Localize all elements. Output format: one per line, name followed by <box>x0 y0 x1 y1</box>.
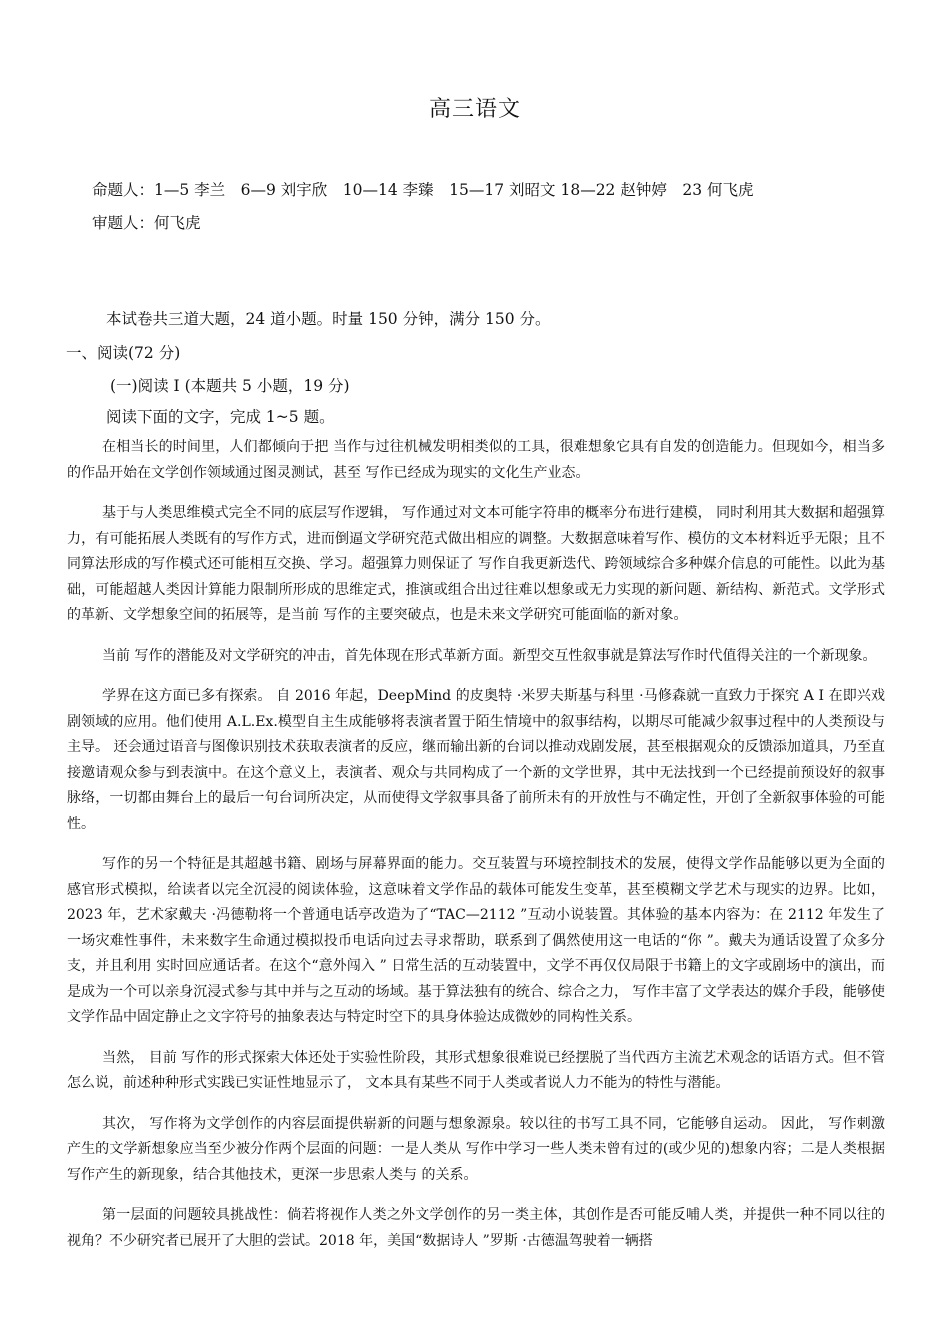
document-title: 高三语文 <box>428 97 521 122</box>
section-heading: 一、阅读(72 分) <box>66 344 181 362</box>
subsection-heading: (一)阅读 Ⅰ (本题共 5 小题，19 分) <box>110 377 350 395</box>
paragraph: 学界在这方面已多有探索。 自 2016 年起，DeepMind 的皮奥特 ·米罗夫斯基与科里 ·马修森就一直致力于探究 A I 在即兴戏剧领域的应用。他们使用 A.L.Ex.模型自主生成能够将表演者置于陌生情境中的叙事结构，以期尽可能减少叙事过程中的人类预设与主导。 还会通过语音与图像识别技术获取表演者的反应，继而输出新的台词以推动戏剧发展，甚至根据观众的反馈添加道具，乃至直接邀请观众参与到表演中。在这个意义上，表演者、观众与共同构成了一个新的文学世界，其中无法找到一个已经提前预设好的叙事脉络，一切都由舞台上的最后一句台词所决定，从而使得文学叙事具备了前所未有的开放性与不确定性，开创了全新叙事体验的可能性。 <box>67 688 885 832</box>
paragraph: 基于与人类思维模式完全不同的底层写作逻辑， 写作通过对文本可能字符串的概率分布进行建模， 同时利用其大数据和超强算力，有可能拓展人类既有的写作方式，进而倒逼文学研究范式做出相应的调整。大数据意味着写作、模仿的文本材料近乎无限；且不同算法形成的写作模式还可能相互交换、学习。超强算力则保证了 写作自我更新迭代、跨领域综合多种媒介信息的可能性。以此为基础，可能超越人类因计算能力限制所形成的思维定式，推演或组合出过往难以想象或无力实现的新问题、新结构、新范式。文学形式的革新、文学想象空间的拓展等，是当前 写作的主要突破点，也是未来文学研究可能面临的新对象。 <box>67 505 885 623</box>
reading-instruction: 阅读下面的文字，完成 1~5 题。 <box>106 408 335 426</box>
exam-intro: 本试卷共三道大题，24 道小题。时量 150 分钟，满分 150 分。 <box>106 310 551 328</box>
paragraph: 当然， 目前 写作的形式探索大体还处于实验性阶段，其形式想象很难说已经摆脱了当代西方主流艺术观念的话语方式。但不管怎么说，前述种种形式实践已实证性地显示了， 文本具有某些不同于人类或者说人力不能为的特性与潜能。 <box>67 1049 885 1091</box>
paragraph: 写作的另一个特征是其超越书籍、剧场与屏幕界面的能力。交互装置与环境控制技术的发展，使得文学作品能够以更为全面的感官形式模拟，给读者以完全沉浸的阅读体验，这意味着文学作品的载体可能发生变革，甚至模糊文学艺术与现实的边界。比如，2023 年，艺术家戴夫 ·冯德勒将一个普通电话亭改造为了“TAC—2112 ”互动小说装置。其体验的基本内容为：在 2112 年发生了一场灾难性事件，未来数字生命通过模拟投币电话向过去寻求帮助，联系到了偶然使用这一电话的“你 ”。戴夫为通话设置了众多分支，并且利用 实时回应通话者。在这个“意外闯入 ” 日常生活的互动装置中，文学不再仅仅局限于书籍上的文字或剧场中的演出，而是成为一个可以亲身沉浸式参与其中并与之互动的场域。基于算法独有的统合、综合之力， 写作丰富了文学表达的媒介手段，能够使文学作品中固定静止之文字符号的抽象表达与特定时空下的具身体验达成微妙的同构性关系。 <box>67 856 885 1025</box>
question-setters-line: 命题人：1—5 李兰 6—9 刘宇欣 10—14 李臻 15—17 刘昭文 18—22 赵钟婷 23 何飞虎 <box>92 181 754 199</box>
reading-passage <box>67 435 885 1269</box>
paragraph: 当前 写作的潜能及对文学研究的冲击，首先体现在形式革新方面。新型交互性叙事就是算法写作时代值得关注的一个新现象。 <box>102 647 877 664</box>
paragraph: 在相当长的时间里，人们都倾向于把 当作与过往机械发明相类似的工具，很难想象它具有自发的创造能力。但现如今，相当多的作品开始在文学创作领域通过图灵测试，甚至 写作已经成为现实的文化生产业态。 <box>67 439 885 481</box>
paragraph: 其次， 写作将为文学创作的内容层面提供崭新的问题与想象源泉。较以往的书写工具不同，它能够自运动。 因此， 写作刺激产生的文学新想象应当至少被分作两个层面的问题：一是人类从 写作中学习一些人类未曾有过的(或少见的)想象内容；二是人类根据 写作产生的新现象，结合其他技术，更深一步思索人类与 的关系。 <box>67 1115 885 1183</box>
paragraph: 第一层面的问题较具挑战性：倘若将视作人类之外文学创作的另一类主体，其创作是否可能反哺人类，并提供一种不同以往的视角？不少研究者已展开了大胆的尝试。2018 年，美国“数据诗人 ”罗斯 ·古德温驾驶着一辆搭 <box>67 1207 885 1249</box>
credits-block <box>92 174 912 240</box>
reviewer-line: 审题人：何飞虎 <box>92 214 201 232</box>
